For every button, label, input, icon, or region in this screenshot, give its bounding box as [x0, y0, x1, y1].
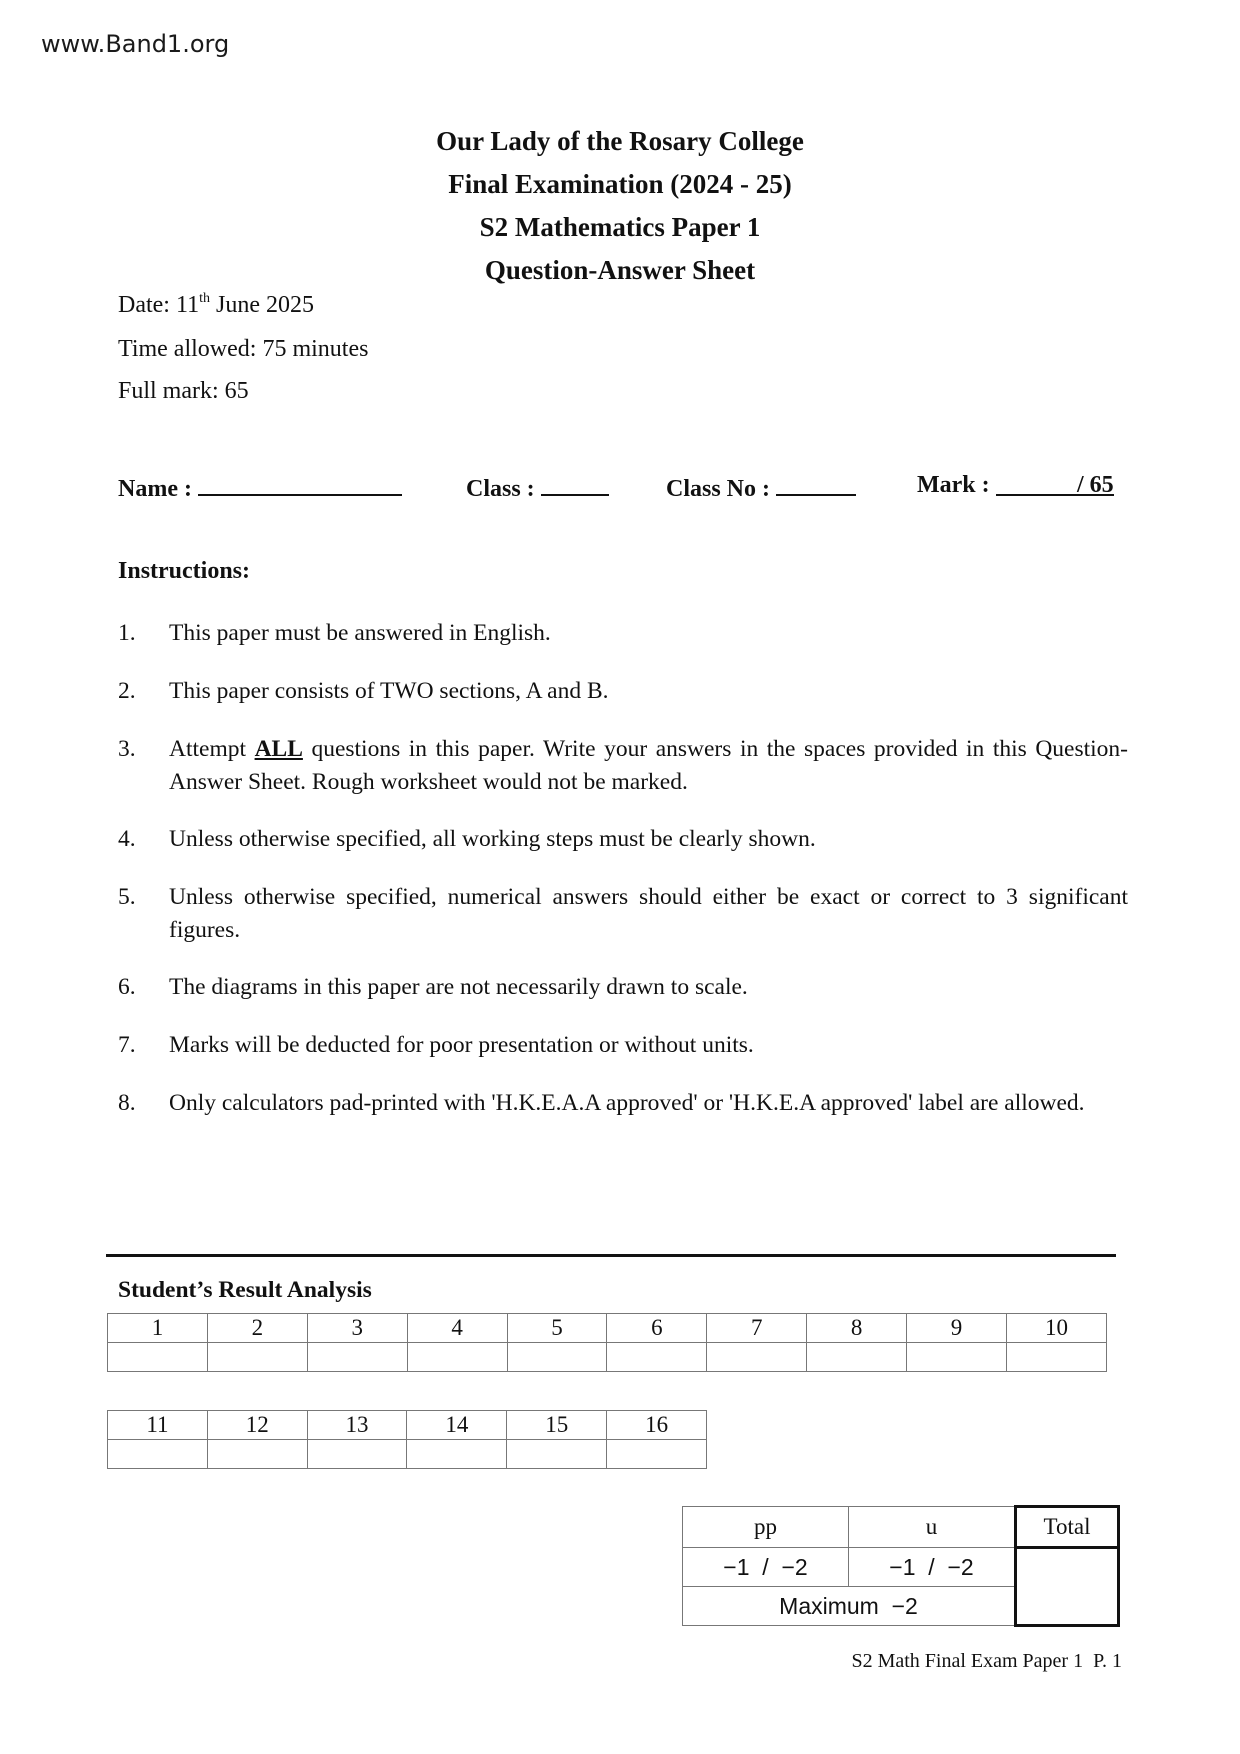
total-value-cell[interactable]	[1016, 1548, 1119, 1626]
class-no-blank[interactable]	[776, 472, 856, 496]
name-blank[interactable]	[198, 472, 402, 496]
instruction-item	[118, 1029, 1128, 1062]
instruction-text: Unless otherwise specified, numerical answers should either be exact or correct to 3 significant figures.	[169, 884, 1128, 943]
question-header: 12	[207, 1411, 307, 1440]
class-no-field	[666, 472, 856, 503]
result-table-q11-16	[107, 1410, 707, 1469]
mark-field	[917, 472, 1114, 499]
pp-value: −1 / −2	[683, 1548, 849, 1587]
score-cell[interactable]	[207, 1343, 307, 1372]
instruction-item	[118, 881, 1128, 947]
name-field	[118, 472, 402, 503]
mark-blank[interactable]	[996, 472, 1114, 496]
u-header: u	[849, 1507, 1016, 1548]
question-header: 10	[1006, 1314, 1106, 1343]
mark-total: / 65	[1076, 472, 1114, 498]
instruction-text: This paper consists of TWO sections, A and B.	[169, 678, 609, 704]
pp-header: pp	[683, 1507, 849, 1548]
class-blank[interactable]	[541, 472, 609, 496]
penalty-table	[682, 1505, 1120, 1627]
table-row	[683, 1548, 1119, 1587]
instruction-text: Marks will be deducted for poor presentation or without units.	[169, 1032, 754, 1058]
question-header: 13	[307, 1411, 407, 1440]
score-cell[interactable]	[207, 1440, 307, 1469]
instruction-item	[118, 617, 1128, 650]
question-header: 4	[407, 1314, 507, 1343]
table-row	[108, 1411, 707, 1440]
question-header: 11	[108, 1411, 208, 1440]
name-label: Name :	[118, 476, 192, 502]
score-cell[interactable]	[507, 1440, 607, 1469]
instruction-item	[118, 823, 1128, 856]
question-header: 7	[707, 1314, 807, 1343]
question-header: 15	[507, 1411, 607, 1440]
score-cell[interactable]	[307, 1440, 407, 1469]
date-suffix: th	[199, 291, 210, 306]
class-label: Class :	[466, 476, 535, 502]
instruction-text-pre: Attempt	[169, 736, 255, 762]
score-cell[interactable]	[907, 1343, 1007, 1372]
instruction-item	[118, 733, 1128, 799]
u-value: −1 / −2	[849, 1548, 1016, 1587]
instruction-text	[169, 733, 1128, 799]
score-cell[interactable]	[507, 1343, 607, 1372]
instruction-item	[118, 971, 1128, 1004]
score-cell[interactable]	[407, 1440, 507, 1469]
instruction-number: 3.	[118, 736, 136, 762]
score-cell[interactable]	[407, 1343, 507, 1372]
question-header: 1	[108, 1314, 208, 1343]
mark-label: Mark :	[917, 472, 990, 498]
total-header: Total	[1016, 1507, 1119, 1548]
instruction-number: 8.	[118, 1090, 136, 1116]
score-cell[interactable]	[1006, 1343, 1106, 1372]
date-day: 11	[175, 292, 200, 318]
class-no-label: Class No :	[666, 476, 771, 502]
question-header: 6	[607, 1314, 707, 1343]
table-row	[683, 1507, 1119, 1548]
instruction-number: 4.	[118, 826, 136, 852]
question-header: 8	[807, 1314, 907, 1343]
instruction-text-post: questions in this paper. Write your answers in the spaces provided in this Question-Answer Sheet. Rough worksheet would not be marked.	[169, 736, 1128, 795]
score-cell[interactable]	[108, 1440, 208, 1469]
subject-name: S2 Mathematics Paper 1	[479, 212, 761, 242]
instruction-number: 5.	[118, 884, 136, 910]
page-footer: S2 Math Final Exam Paper 1 P. 1	[851, 1650, 1122, 1672]
instructions-heading: Instructions:	[118, 558, 251, 584]
instruction-text: This paper must be answered in English.	[169, 620, 551, 646]
instruction-text: Unless otherwise specified, all working steps must be clearly shown.	[169, 826, 816, 852]
score-cell[interactable]	[307, 1343, 407, 1372]
page-title	[0, 120, 1240, 292]
instruction-item	[118, 675, 1128, 708]
exam-name: Final Examination (2024 - 25)	[448, 169, 792, 199]
date-label: Date:	[118, 292, 176, 318]
question-header: 5	[507, 1314, 607, 1343]
full-mark: Full mark: 65	[118, 378, 249, 404]
time-allowed: Time allowed: 75 minutes	[118, 336, 369, 362]
score-cell[interactable]	[108, 1343, 208, 1372]
instruction-number: 2.	[118, 678, 136, 704]
question-header: 14	[407, 1411, 507, 1440]
table-row	[108, 1314, 1107, 1343]
instruction-text: Only calculators pad-printed with 'H.K.E.A.A approved' or 'H.K.E.A approved' label are allowed.	[169, 1090, 1085, 1116]
instruction-number: 1.	[118, 620, 136, 646]
score-cell[interactable]	[607, 1440, 707, 1469]
date-rest: June 2025	[209, 292, 314, 318]
result-analysis-title: Student’s Result Analysis	[118, 1277, 372, 1303]
question-header: 3	[307, 1314, 407, 1343]
instruction-item	[118, 1087, 1128, 1120]
question-header: 2	[207, 1314, 307, 1343]
sheet-type: Question-Answer Sheet	[484, 255, 756, 285]
school-name: Our Lady of the Rosary College	[436, 126, 804, 156]
question-header: 9	[907, 1314, 1007, 1343]
maximum-penalty: Maximum −2	[683, 1587, 1016, 1626]
instruction-number: 7.	[118, 1032, 136, 1058]
instruction-number: 6.	[118, 974, 136, 1000]
watermark: www.Band1.org	[41, 30, 230, 58]
emphasis-all: ALL	[254, 736, 303, 762]
instruction-text: The diagrams in this paper are not necessarily drawn to scale.	[169, 974, 748, 1000]
score-cell[interactable]	[607, 1343, 707, 1372]
exam-date	[118, 292, 314, 319]
class-field	[466, 472, 609, 503]
score-cell[interactable]	[807, 1343, 907, 1372]
result-table-q1-10	[107, 1313, 1107, 1372]
question-header: 16	[607, 1411, 707, 1440]
table-row	[108, 1343, 1107, 1372]
divider	[106, 1254, 1116, 1257]
score-cell[interactable]	[707, 1343, 807, 1372]
table-row	[108, 1440, 707, 1469]
